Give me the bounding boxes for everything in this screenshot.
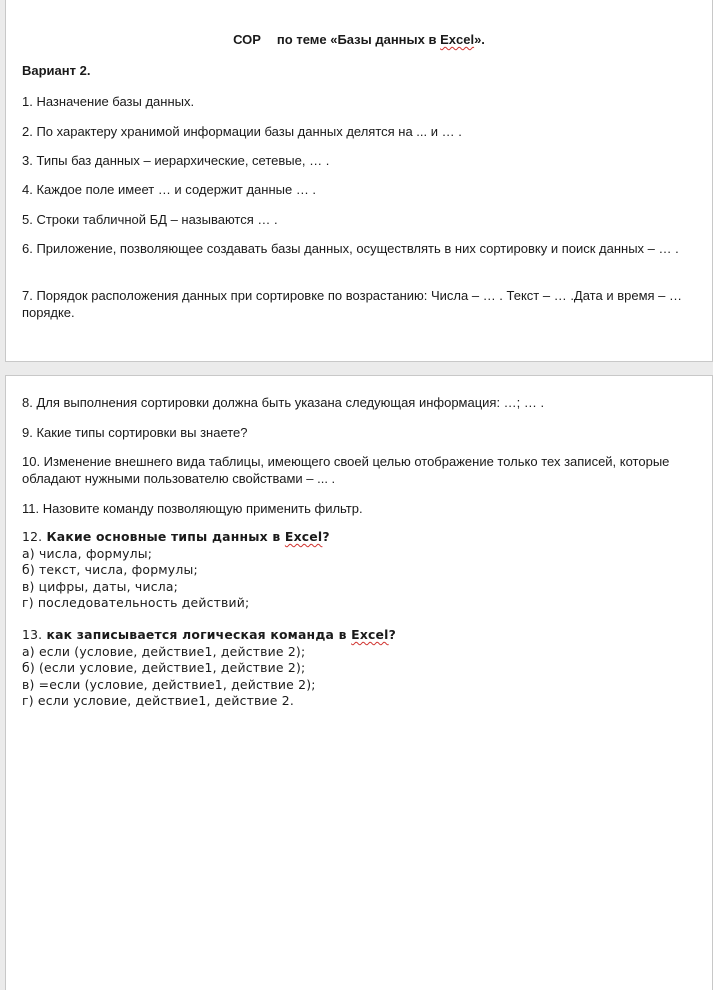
question-6: 6. Приложение, позволяющее создавать базы данных, осуществлять в них сортировку и поиск данных – … . — [22, 241, 679, 256]
question-4: 4. Каждое поле имеет … и содержит данные … . — [22, 182, 317, 197]
question-5: 5. Строки табличной БД – называются … . — [22, 212, 278, 227]
option-c: в) цифры, даты, числа; — [22, 578, 178, 594]
question-10: 10. Изменение внешнего вида таблицы, имеющего своей целью отображение только тех записей, которые обладают нужными пользователю свойствами – ... . — [22, 454, 670, 486]
question-2: 2. По характеру хранимой информации базы данных делятся на ... и … . — [22, 124, 462, 139]
question-11: 11. Назовите команду позволяющую применить фильтр. — [22, 501, 363, 516]
option-c: в) =если (условие, действие1, действие 2); — [22, 676, 316, 692]
option-b: б) текст, числа, формулы; — [22, 562, 198, 578]
worksheet-page-1 — [5, 0, 713, 362]
question-12 — [22, 529, 702, 612]
question-13 — [22, 627, 702, 710]
option-a: а) если (условие, действие1, действие 2); — [22, 643, 306, 659]
title-suffix: ». — [474, 32, 485, 47]
worksheet-page-2 — [5, 375, 713, 990]
page-title — [6, 32, 712, 47]
title-prefix: СОР — [233, 32, 261, 47]
option-d: г) последовательность действий; — [22, 595, 250, 611]
title-excel: Excel — [440, 32, 475, 47]
question-3: 3. Типы баз данных – иерархические, сетевые, … . — [22, 153, 330, 168]
question-1: 1. Назначение базы данных. — [22, 94, 195, 109]
question-8: 8. Для выполнения сортировки должна быть указана следующая информация: …; … . — [22, 395, 545, 410]
question-7: 7. Порядок расположения данных при сортировке по возрастанию: Числа – … . Текст – … .Дата и время – … порядке. — [22, 288, 682, 320]
option-b: б) (если условие, действие1, действие 2); — [22, 660, 306, 676]
title-main: по теме «Базы данных в — [276, 32, 441, 47]
question-9: 9. Какие типы сортировки вы знаете? — [22, 425, 248, 440]
excel-word: Excel — [351, 627, 389, 642]
excel-word: Excel — [284, 529, 323, 544]
variant-label: Вариант 2. — [22, 63, 91, 78]
question-13-heading: 13. как записывается логическая команда в Excel? — [22, 627, 396, 642]
option-a: а) числа, формулы; — [22, 545, 153, 561]
option-d: г) если условие, действие1, действие 2. — [22, 693, 294, 709]
question-12-heading: 12. Какие основные типы данных в Excel? — [22, 529, 330, 544]
